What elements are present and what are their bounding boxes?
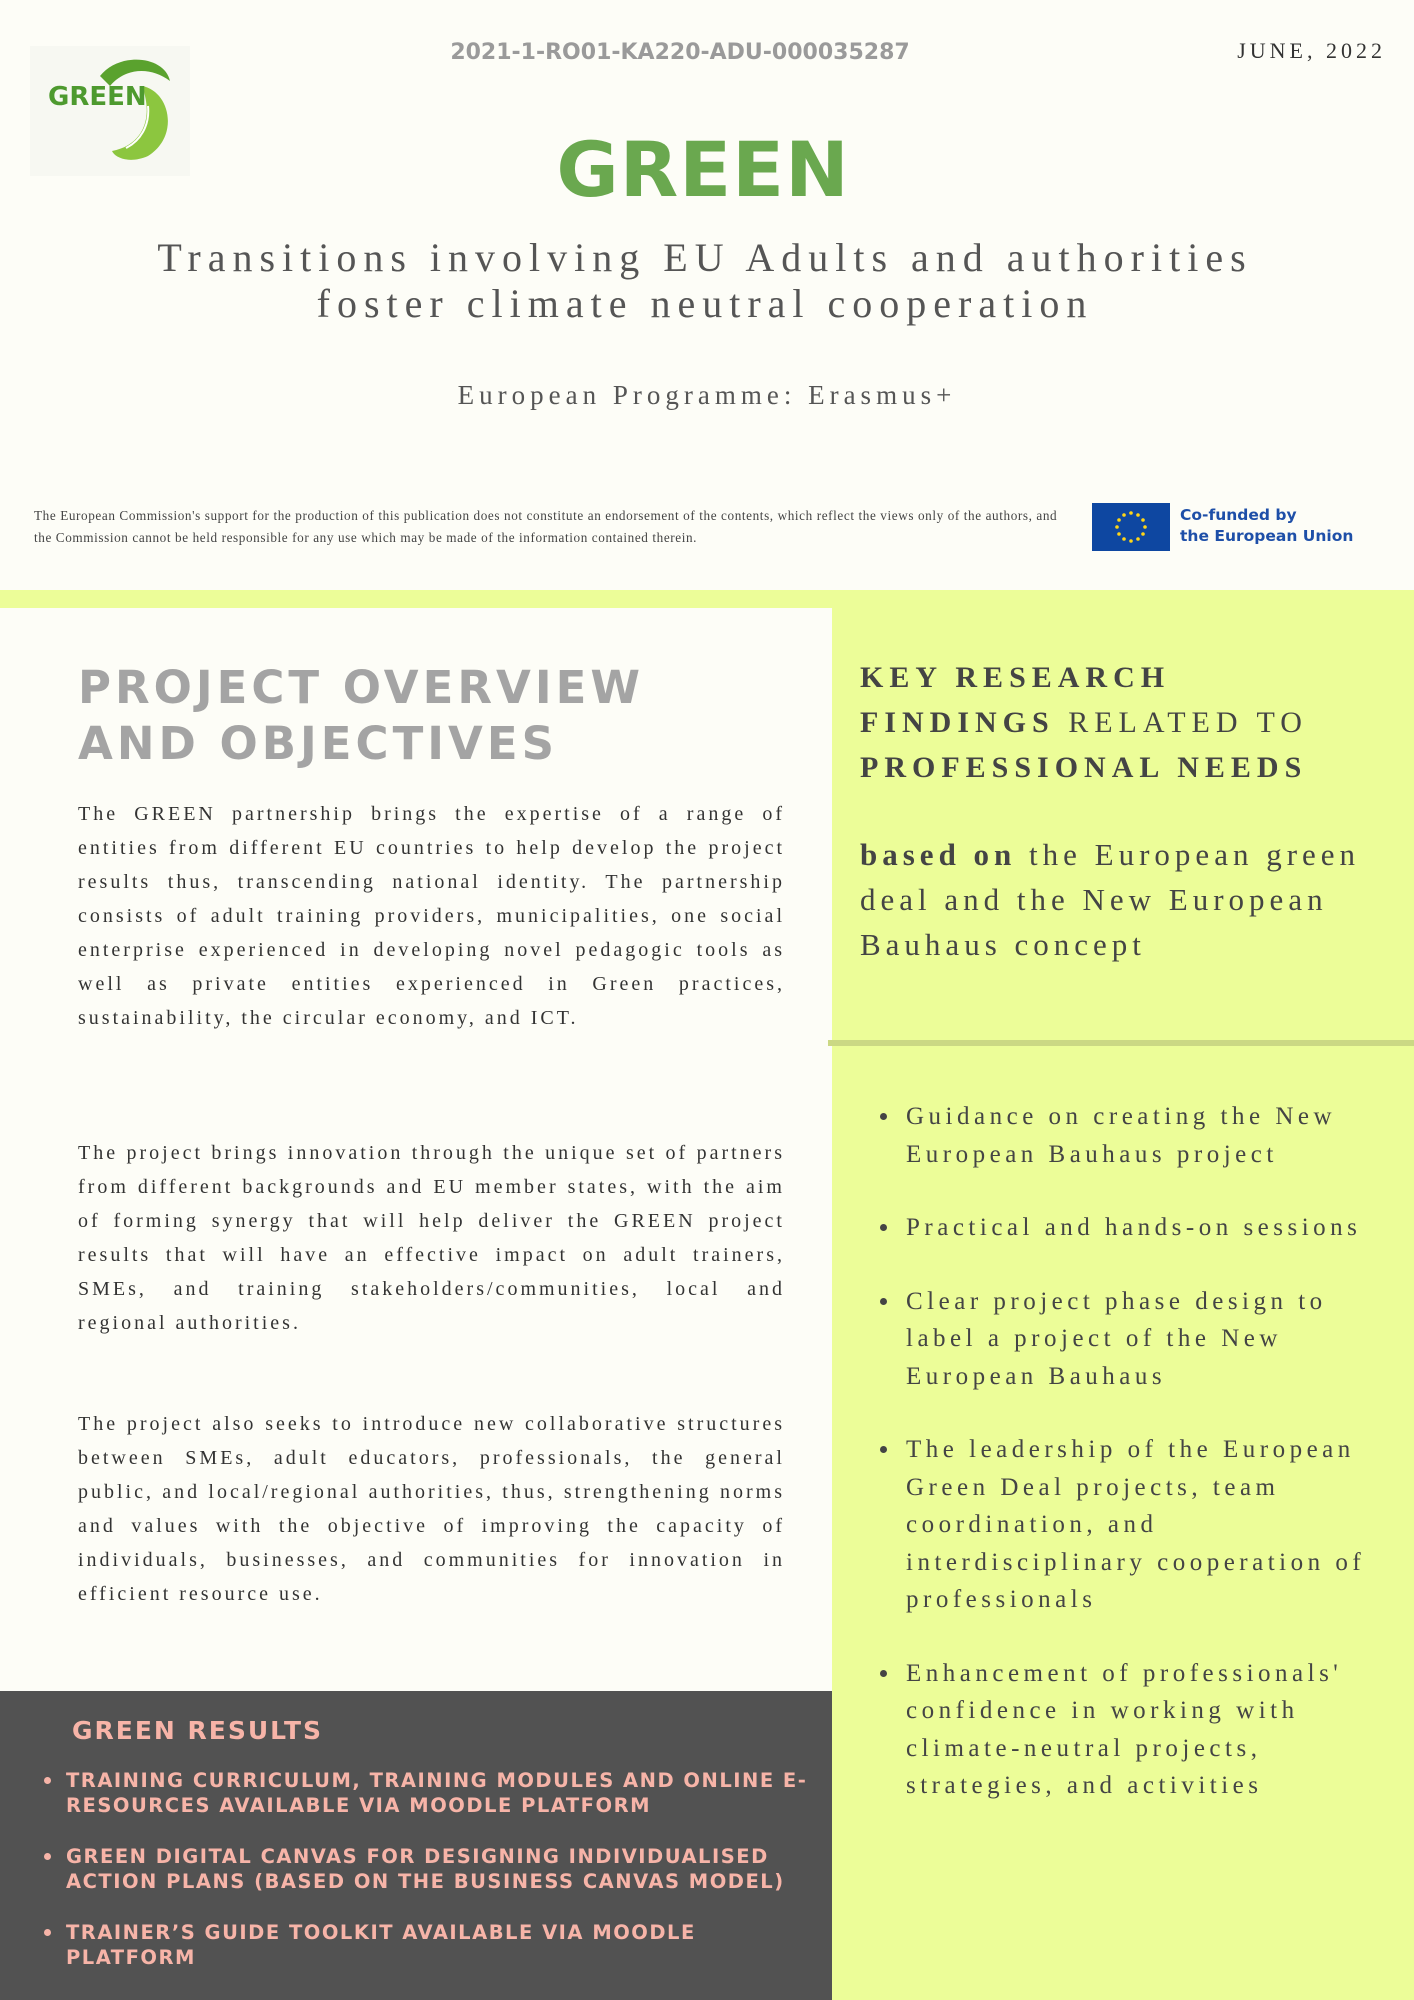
- publication-date: JUNE, 2022: [1237, 38, 1386, 63]
- overview-paragraph-3: The project also seeks to introduce new collaborative structures between SMEs, adult educators, professionals, the general public, and local/regional authorities, thus, strengthening norms and values with the objective of improving the capacity of individuals, businesses, and communities for innovation in efficient resource use.: [78, 1413, 785, 1605]
- subtitle: [40, 235, 1370, 327]
- results-item: TRAINER’S GUIDE TOOLKIT AVAILABLE VIA MOODLE PLATFORM: [44, 1920, 814, 1970]
- finding-item: The leadership of the European Green Deal projects, team coordination, and interdisciplinary cooperation of professionals: [880, 1431, 1400, 1619]
- subtitle-line-2: foster climate neutral cooperation: [316, 281, 1094, 326]
- results-list: [44, 1768, 814, 1996]
- finding-item: Enhancement of professionals' confidence in working with climate-neutral projects, strategies, and activities: [880, 1655, 1400, 1805]
- overview-heading-line-1: PROJECT OVERVIEW: [78, 661, 644, 714]
- findings-heading-rest: RELATED TO: [1054, 706, 1308, 739]
- page-title: GREEN: [556, 125, 850, 214]
- findings-list: [880, 1098, 1400, 1841]
- findings-heading: [860, 655, 1380, 790]
- findings-heading-bold-2: FINDINGS: [860, 706, 1055, 739]
- findings-heading-bold-3: PROFESSIONAL NEEDS: [860, 751, 1308, 784]
- results-item: TRAINING CURRICULUM, TRAINING MODULES AND ONLINE E-RESOURCES AVAILABLE VIA MOODLE PLATFORM: [44, 1768, 814, 1818]
- findings-heading-bold-1: KEY RESEARCH: [860, 661, 1171, 694]
- overview-heading-line-2: AND OBJECTIVES: [78, 717, 558, 770]
- header: [0, 0, 1414, 590]
- logo-text: GREEN: [48, 82, 147, 112]
- programme-label: European Programme: Erasmus+: [457, 380, 957, 410]
- overview-heading: [78, 660, 778, 772]
- finding-item: Clear project phase design to label a project of the New European Bauhaus: [880, 1283, 1400, 1396]
- eu-line-1: Co-funded by: [1180, 506, 1297, 524]
- overview-paragraph-2: The project brings innovation through the unique set of partners from different backgrounds and EU member states, with the aim of forming synergy that will help deliver the GREEN project results that will have an effective impact on adult trainers, SMEs, and training stakeholders/communities, local and regional authorities.: [78, 1142, 785, 1334]
- results-heading: GREEN RESULTS: [72, 1716, 324, 1745]
- results-item: GREEN DIGITAL CANVAS FOR DESIGNING INDIVIDUALISED ACTION PLANS (BASED ON THE BUSINESS CANVAS MODEL): [44, 1844, 814, 1894]
- finding-item: Practical and hands-on sessions: [880, 1209, 1400, 1247]
- findings-subheading: [860, 832, 1380, 967]
- finding-item: Guidance on creating the New European Bauhaus project: [880, 1098, 1400, 1173]
- eu-line-2: the European Union: [1180, 527, 1354, 545]
- divider: [828, 1040, 1414, 1046]
- eu-cofunded-label: [1180, 505, 1353, 547]
- subtitle-line-1: Transitions involving EU Adults and authorities: [157, 235, 1253, 280]
- disclaimer: The European Commission's support for the production of this publication does not constitute an endorsement of the contents, which reflect the views only of the authors, and the Commission cannot be held responsible for any use which may be made of the information contained therein.: [34, 508, 1058, 545]
- eu-flag-icon: [1092, 503, 1170, 551]
- project-code: 2021-1-RO01-KA220-ADU-000035287: [450, 40, 910, 65]
- findings-sub-bold: based on: [860, 837, 1017, 872]
- overview-paragraph-1: The GREEN partnership brings the expertise of a range of entities from different EU countries to help develop the project results thus, transcending national identity. The partnership consists of adult training providers, municipalities, one social enterprise experienced in developing novel pedagogic tools as well as private entities experienced in Green practices, sustainability, the circular economy, and ICT.: [78, 803, 785, 1029]
- findings-sub-rest: the European green deal and the New European Bauhaus concept: [860, 837, 1361, 962]
